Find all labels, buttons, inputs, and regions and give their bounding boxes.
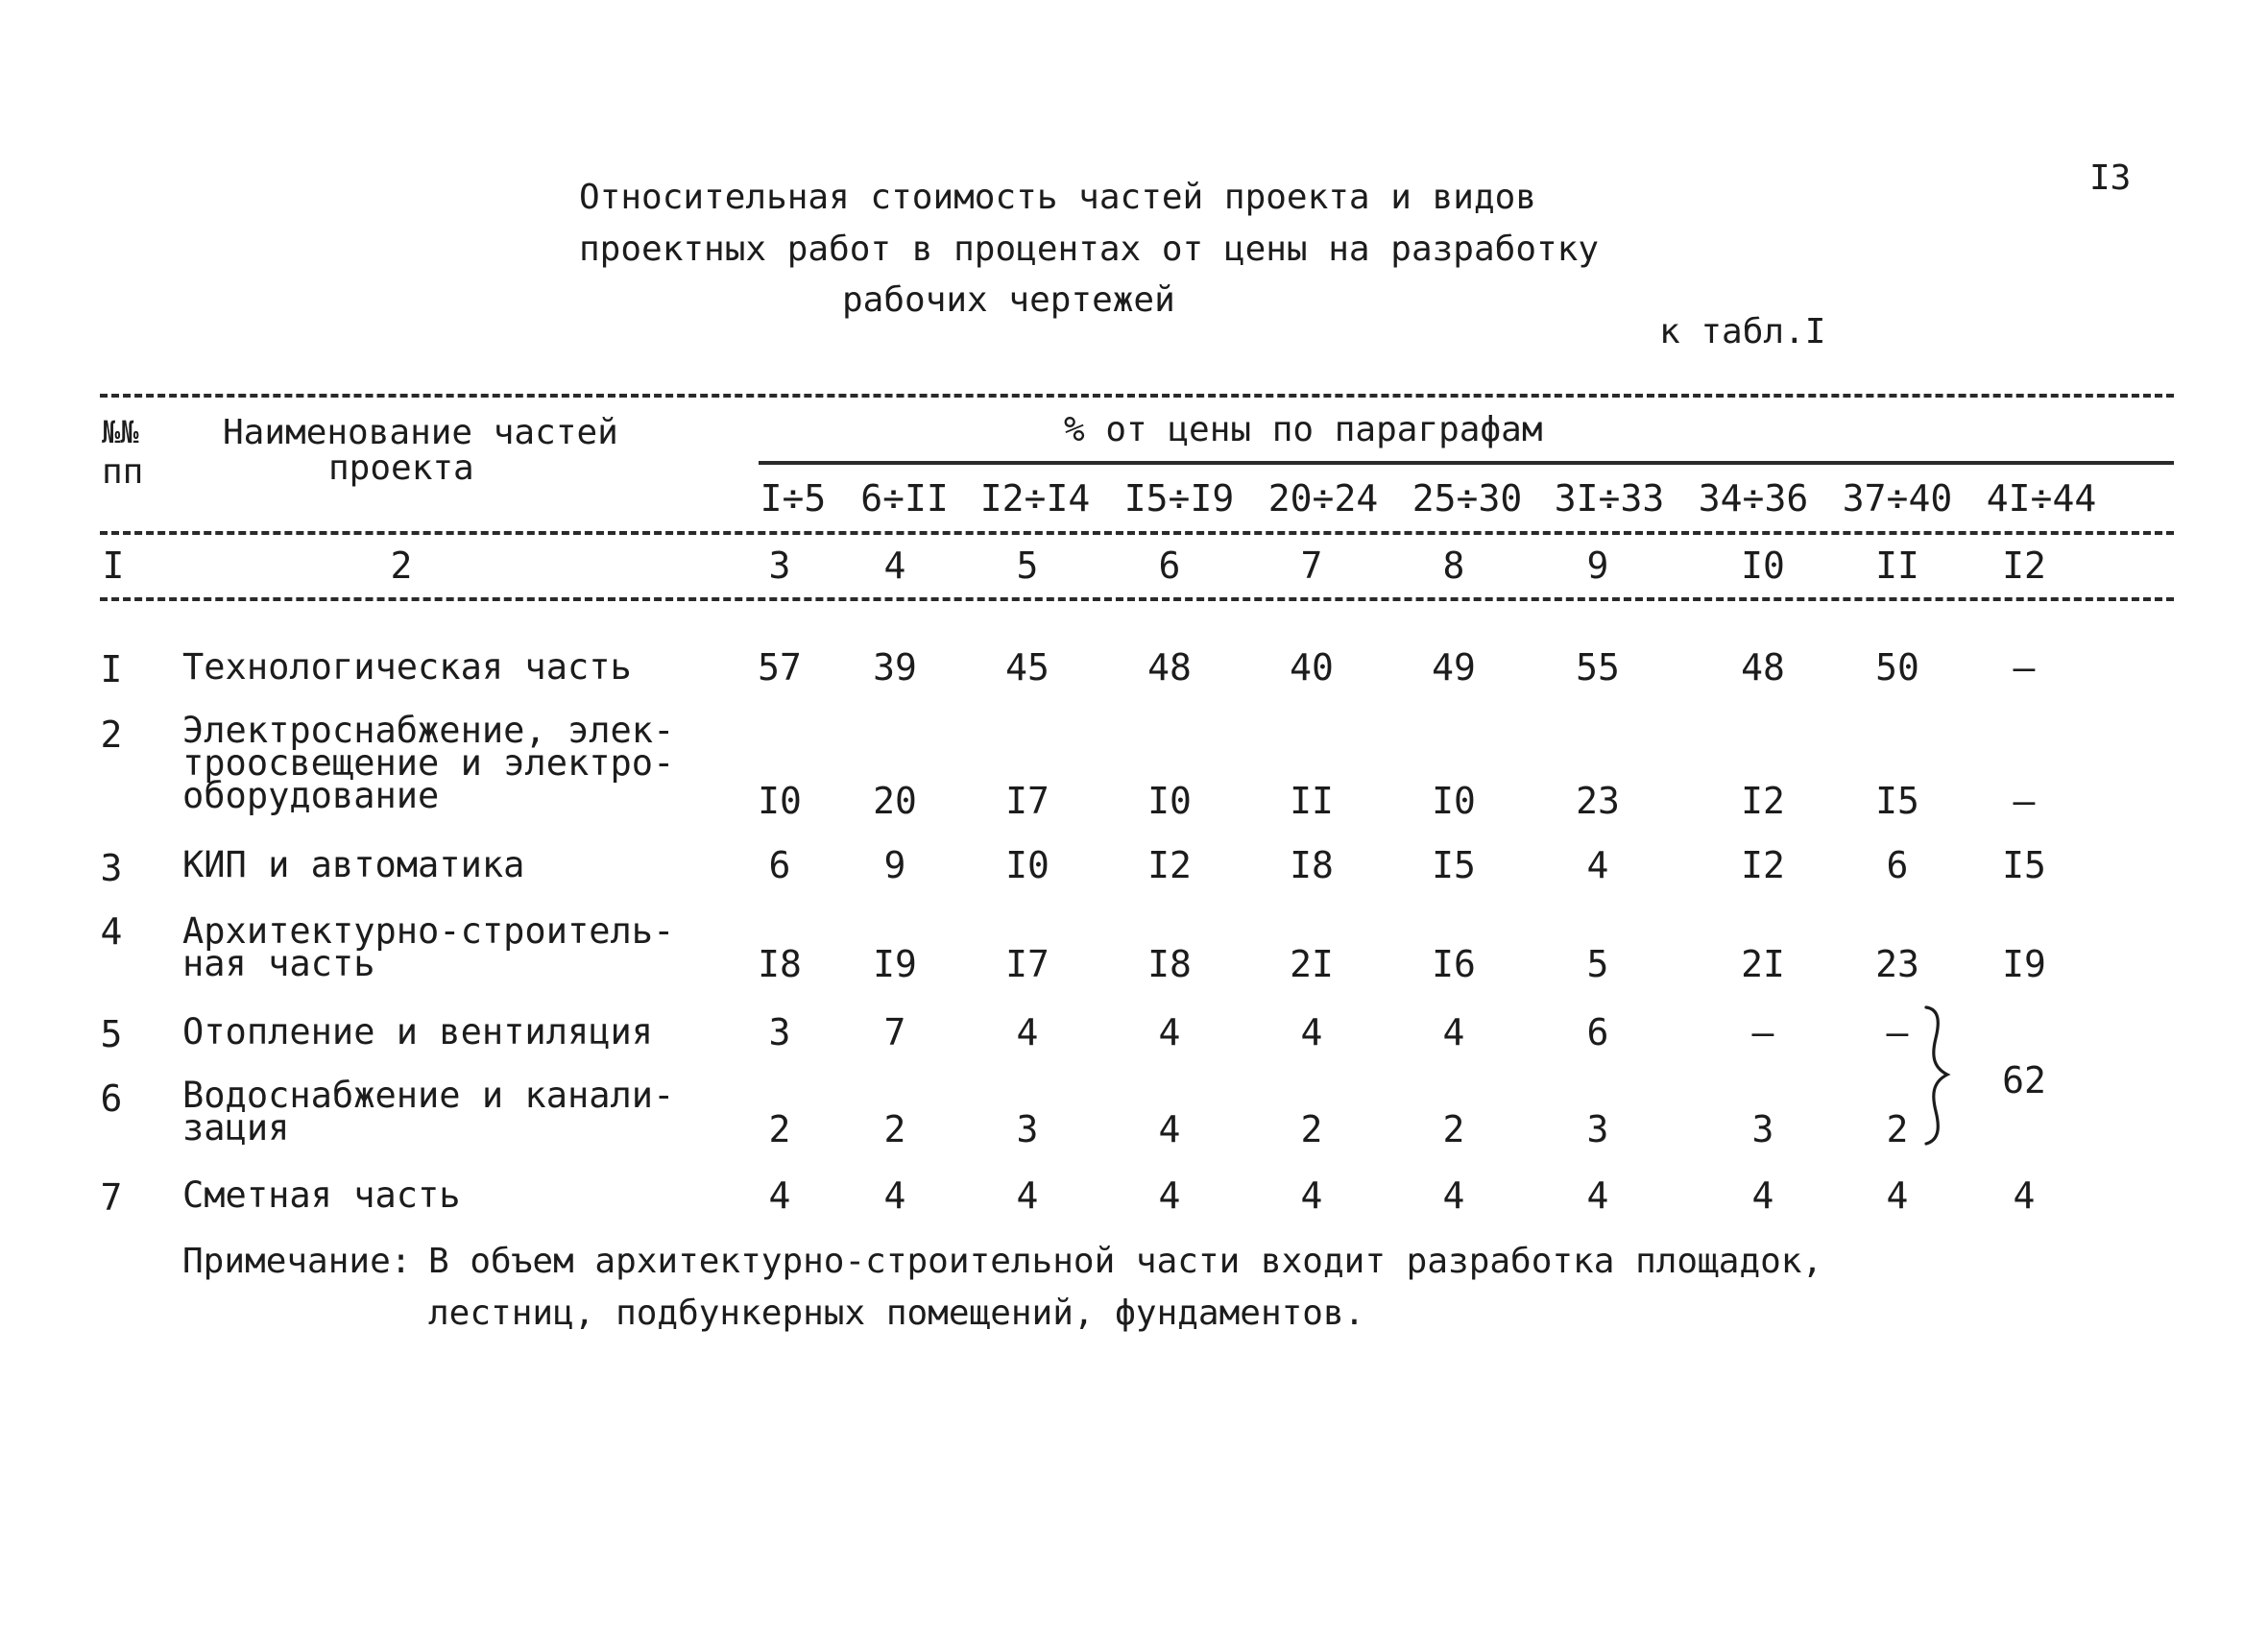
row-value-col-5: 4: [1016, 1174, 1039, 1217]
row-value-col-6: 4: [1158, 1108, 1181, 1150]
column-number-9: 9: [1586, 544, 1609, 587]
row-value-col-12: I9: [2002, 943, 2046, 985]
row-value-col-4: 2: [883, 1108, 906, 1150]
row-value-col-11: –: [1886, 1011, 1909, 1053]
merged-cell-value: 62: [2002, 1059, 2046, 1101]
column-number-12: I2: [2002, 544, 2046, 587]
header-name-label-2: проекта: [328, 448, 474, 488]
row-value-col-8: 4: [1442, 1011, 1465, 1053]
row-value-col-4: 20: [873, 780, 917, 822]
row-name: КИП и автоматика: [182, 844, 525, 885]
row-name: Сметная часть: [182, 1174, 461, 1216]
column-number-5: 5: [1016, 544, 1039, 587]
row-value-col-6: 4: [1158, 1011, 1181, 1053]
header-range-8: 25÷30: [1411, 477, 1523, 520]
row-value-col-7: 2I: [1290, 943, 1334, 985]
row-value-col-8: 49: [1432, 646, 1476, 689]
column-number-4: 4: [883, 544, 906, 587]
header-num-label-1: №№: [102, 414, 139, 450]
row-value-col-8: I5: [1432, 844, 1476, 886]
header-group-label: % от цены по параграфам: [1064, 410, 1543, 449]
column-number-6: 6: [1158, 544, 1181, 587]
row-number: 3: [100, 847, 123, 889]
row-value-col-4: 4: [883, 1174, 906, 1217]
row-value-col-11: 23: [1875, 943, 1919, 985]
header-range-9: 3I÷33: [1554, 477, 1665, 520]
row-value-col-9: 23: [1576, 780, 1620, 822]
header-range-4: 6÷II: [860, 477, 949, 520]
row-value-col-12: –: [2013, 646, 2036, 689]
row-value-col-5: I7: [1005, 780, 1050, 822]
row-value-col-8: I0: [1432, 780, 1476, 822]
row-value-col-5: 3: [1016, 1108, 1039, 1150]
column-number-11: II: [1875, 544, 1919, 587]
column-number-3: 3: [768, 544, 791, 587]
column-number-top-rule: [100, 531, 2174, 535]
row-name: Отопление и вентиляция: [182, 1011, 654, 1052]
column-number-8: 8: [1442, 544, 1465, 587]
column-number-10: I0: [1741, 544, 1785, 587]
row-value-col-7: 4: [1300, 1174, 1323, 1217]
row-value-col-9: 5: [1586, 943, 1609, 985]
column-number-bottom-rule: [100, 597, 2174, 601]
row-name: Архитектурно-строитель- ная часть: [182, 910, 675, 984]
table-top-rule: [100, 394, 2174, 398]
row-value-col-6: I8: [1147, 943, 1192, 985]
row-value-col-8: 2: [1442, 1108, 1465, 1150]
row-value-col-10: –: [1751, 1011, 1774, 1053]
group-header-rule: [759, 461, 2174, 465]
row-value-col-11: 6: [1886, 844, 1909, 886]
row-value-col-3: I8: [758, 943, 802, 985]
header-name-label-1: Наименование частей: [223, 413, 618, 452]
row-value-col-5: 45: [1005, 646, 1050, 689]
row-value-col-10: 4: [1751, 1174, 1774, 1217]
row-value-col-7: 40: [1290, 646, 1334, 689]
header-range-7: 20÷24: [1267, 477, 1379, 520]
title-line-2: проектных работ в процентах от цены на разработку: [579, 230, 1600, 269]
row-number: I: [100, 648, 123, 690]
row-value-col-8: I6: [1432, 943, 1476, 985]
row-number: 6: [100, 1077, 123, 1120]
row-value-col-9: 3: [1586, 1108, 1609, 1150]
row-value-col-9: 6: [1586, 1011, 1609, 1053]
row-value-col-10: 3: [1751, 1108, 1774, 1150]
row-value-col-10: 48: [1741, 646, 1785, 689]
row-value-col-11: 4: [1886, 1174, 1909, 1217]
row-name: Технологическая часть: [182, 646, 632, 688]
row-value-col-6: 4: [1158, 1174, 1181, 1217]
row-value-col-5: 4: [1016, 1011, 1039, 1053]
row-value-col-12: –: [2013, 780, 2036, 822]
row-value-col-6: 48: [1147, 646, 1192, 689]
row-value-col-9: 4: [1586, 1174, 1609, 1217]
right-brace-icon: [1918, 1004, 1957, 1148]
row-value-col-5: I0: [1005, 844, 1050, 886]
row-value-col-3: 6: [768, 844, 791, 886]
row-value-col-7: 4: [1300, 1011, 1323, 1053]
row-value-col-11: I5: [1875, 780, 1919, 822]
title-line-1: Относительная стоимость частей проекта и видов: [579, 178, 1536, 217]
row-value-col-4: 7: [883, 1011, 906, 1053]
column-number-1: I: [102, 544, 125, 587]
row-value-col-7: 2: [1300, 1108, 1323, 1150]
row-value-col-3: 3: [768, 1011, 791, 1053]
row-number: 4: [100, 910, 123, 953]
row-value-col-10: 2I: [1741, 943, 1785, 985]
row-value-col-5: I7: [1005, 943, 1050, 985]
row-value-col-6: I0: [1147, 780, 1192, 822]
row-value-col-11: 50: [1875, 646, 1919, 689]
header-range-12: 4I÷44: [1986, 477, 2097, 520]
row-number: 7: [100, 1176, 123, 1219]
row-value-col-10: I2: [1741, 780, 1785, 822]
column-number-2: 2: [390, 544, 413, 587]
title-line-3: рабочих чертежей: [842, 280, 1175, 320]
row-value-col-3: 4: [768, 1174, 791, 1217]
row-value-col-9: 4: [1586, 844, 1609, 886]
row-value-col-7: II: [1290, 780, 1334, 822]
header-range-11: 37÷40: [1842, 477, 1953, 520]
row-value-col-8: 4: [1442, 1174, 1465, 1217]
note-line-1: В объем архитектурно-строительной части входит разработка площадок,: [428, 1242, 1823, 1281]
row-number: 2: [100, 714, 123, 756]
header-num-label-2: пп: [102, 452, 144, 492]
row-value-col-3: 57: [758, 646, 802, 689]
note-line-2: лестниц, подбункерных помещений, фундаментов.: [428, 1294, 1365, 1333]
header-range-10: 34÷36: [1698, 477, 1809, 520]
row-value-col-12: I5: [2002, 844, 2046, 886]
row-value-col-10: I2: [1741, 844, 1785, 886]
header-range-3: I÷5: [760, 477, 827, 520]
row-value-col-12: 4: [2013, 1174, 2036, 1217]
row-value-col-9: 55: [1576, 646, 1620, 689]
page-number: I3: [2089, 158, 2132, 198]
row-number: 5: [100, 1013, 123, 1055]
table-reference: к табл.I: [1659, 312, 1826, 351]
header-range-6: I5÷I9: [1123, 477, 1235, 520]
row-name: Водоснабжение и канали- зация: [182, 1075, 675, 1149]
row-value-col-3: 2: [768, 1108, 791, 1150]
row-value-col-4: I9: [873, 943, 917, 985]
note-label: Примечание:: [182, 1242, 412, 1281]
row-value-col-3: I0: [758, 780, 802, 822]
row-value-col-4: 9: [883, 844, 906, 886]
row-value-col-6: I2: [1147, 844, 1192, 886]
row-value-col-7: I8: [1290, 844, 1334, 886]
row-name: Электроснабжение, элек- троосвещение и электро- оборудование: [182, 710, 675, 816]
column-number-7: 7: [1300, 544, 1323, 587]
row-value-col-4: 39: [873, 646, 917, 689]
row-value-col-11: 2: [1886, 1108, 1909, 1150]
header-range-5: I2÷I4: [979, 477, 1091, 520]
